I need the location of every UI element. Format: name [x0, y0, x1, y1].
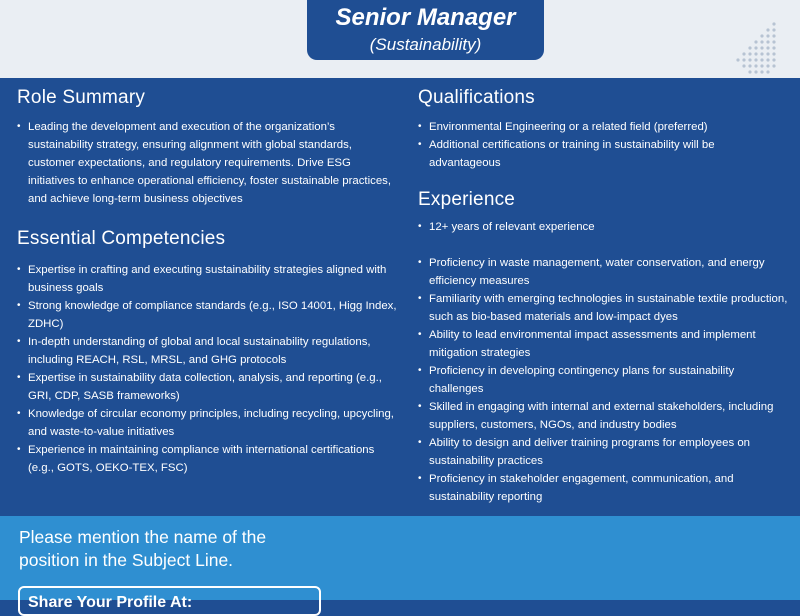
right-column	[418, 86, 788, 506]
list-item: • 12+ years of relevant experience	[418, 218, 788, 236]
dot-grid-dots	[736, 22, 775, 73]
list-item: • Additional certifications or training in sustainability will be advantageous	[418, 136, 788, 172]
dot-grid-pattern-icon	[736, 20, 782, 76]
list-item: • Experience in maintaining compliance with international certifications (e.g., GOTS, OEKO-TEX, FSC)	[17, 441, 397, 477]
footer-band	[0, 516, 800, 611]
job-title: Senior Manager	[335, 4, 516, 31]
list-item: • Knowledge of circular economy principles, including recycling, upcycling, and waste-to-value initiatives	[17, 405, 397, 441]
subject-line-note: Please mention the name of the position in the Subject Line.	[19, 527, 267, 570]
list-item: • Environmental Engineering or a related field (preferred)	[418, 118, 788, 136]
role-summary-list	[17, 118, 397, 208]
list-item: • Familiarity with emerging technologies in sustainable textile production, such as bio-based materials and low-impact dyes	[418, 290, 788, 326]
list-item: • Strong knowledge of compliance standards (e.g., ISO 14001, Higg Index, ZDHC)	[17, 297, 397, 333]
experience-list	[418, 218, 788, 506]
competencies-heading: Essential Competencies	[17, 228, 226, 249]
share-profile-label: Share Your Profile At:	[28, 594, 193, 611]
list-item: • Ability to design and deliver training programs for employees on sustainability practices	[418, 434, 788, 470]
left-column	[17, 86, 397, 477]
list-item: • Skilled in engaging with internal and external stakeholders, including suppliers, customers, NGOs, and industry bodies	[418, 398, 788, 434]
qualifications-list	[418, 118, 788, 172]
role-summary-heading: Role Summary	[17, 87, 146, 108]
list-item: • Proficiency in developing contingency plans for sustainability challenges	[418, 362, 788, 398]
list-item: • Leading the development and execution of the organization’s sustainability strategy, ensuring alignment with global standards, customer expectations, and regulatory requirements. Drive ESG initiatives to enhance operational efficiency, foster sustainable practices, and achieve long-term business objectives	[17, 118, 397, 208]
main-content	[0, 78, 800, 516]
list-item: • Expertise in sustainability data collection, analysis, and reporting (e.g., GRI, CDP, SASB frameworks)	[17, 369, 397, 405]
list-item: • Ability to lead environmental impact assessments and implement mitigation strategies	[418, 326, 788, 362]
list-item: • Proficiency in waste management, water conservation, and energy efficiency measures	[418, 254, 788, 290]
competencies-list	[17, 261, 397, 477]
share-profile-box	[18, 586, 321, 616]
qualifications-heading: Qualifications	[418, 87, 535, 108]
job-title-box	[307, 0, 544, 60]
list-item: • Proficiency in stakeholder engagement, communication, and sustainability reporting	[418, 470, 788, 506]
experience-heading: Experience	[418, 189, 516, 210]
job-subtitle: (Sustainability)	[369, 35, 482, 54]
list-item: • In-depth understanding of global and local sustainability regulations, including REACH, RSL, MRSL, and GHG protocols	[17, 333, 397, 369]
list-item: • Expertise in crafting and executing sustainability strategies aligned with business goals	[17, 261, 397, 297]
